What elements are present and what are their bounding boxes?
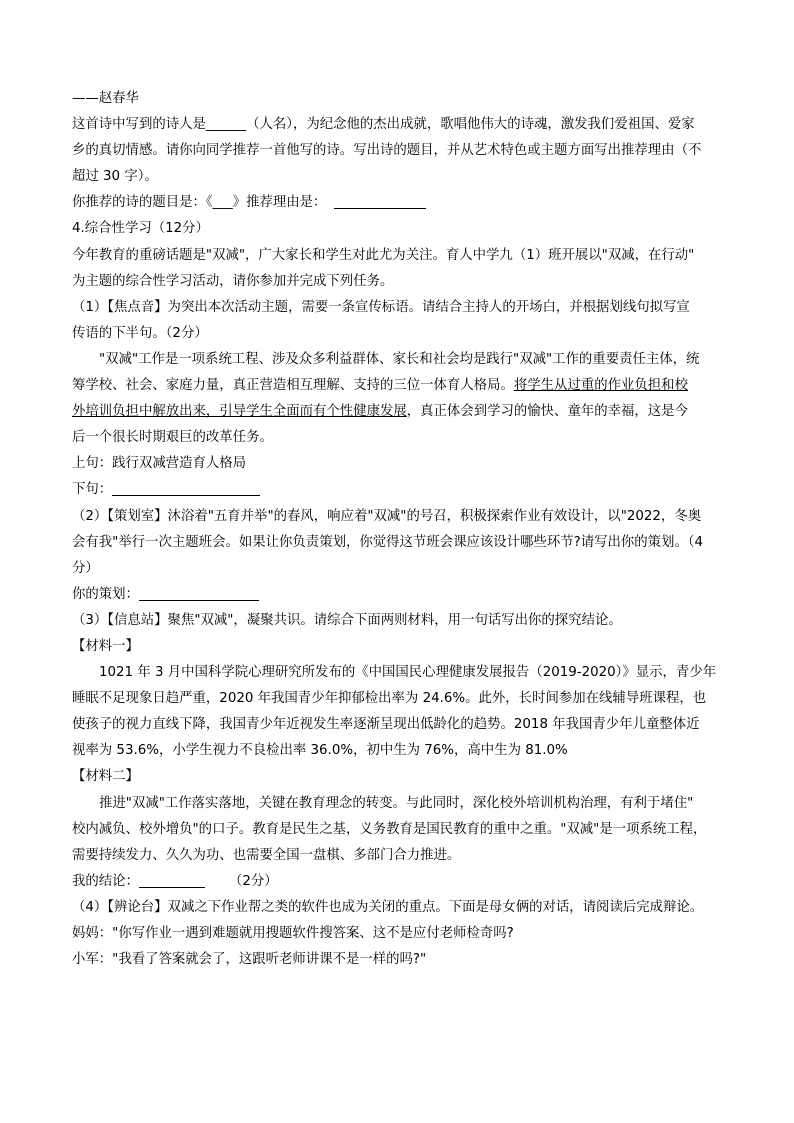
material-1-title: 【材料一】: [72, 638, 139, 654]
q1-passage-text-rest: ，真正体会到学习的愉快、童年的幸福，这是今: [406, 404, 688, 420]
poem-question-line-2: 乡的真切情感。请你向同学推荐一首他写的诗。写出诗的题目，并从艺术特色或主题方面写出推荐理由（不: [72, 143, 702, 159]
q1-passage-line-2: [72, 373, 728, 399]
q2-prompt-line-3: 分）: [72, 560, 99, 576]
poem-question-line-1: 这首诗中写到的诗人是______（人名），为纪念他的杰出成就，歌唱他伟大的诗魂，激发我们爱祖国、爱家: [72, 117, 695, 133]
q4-prompt: （4）【辨论台】双减之下作业帮之类的软件也成为关闭的重点。下面是母女俩的对话，请阅读后完成辩论。: [72, 899, 704, 915]
lower-line-blank[interactable]: [112, 480, 260, 496]
q1-underlined-sentence-a: 将学生从过重的作业负担和校: [513, 378, 688, 394]
section-4-intro-1: 今年教育的重磅话题是"双减"，广大家长和学生对此尤为关注。育人中学九（1）班开展以"双减，在行动": [72, 247, 695, 263]
q1-underlined-sentence-b: 外培训负担中解放出来，引导学生全面而有个性健康发展: [72, 404, 407, 420]
document-page: [72, 86, 728, 973]
q3-conclusion-line: [72, 869, 728, 895]
q1-passage-line-3: [72, 399, 728, 425]
q3-prompt: （3）【信息站】聚焦"双减"，凝聚共识。请综合下面两则材料，用一句话写出你的探究结论。: [72, 612, 622, 628]
q1-upper-line: 上句：践行双减营造育人格局: [72, 456, 247, 472]
material-2-line-2: 校内减负、校外增负"的口子。教育是民生之基，义务教育是国民教育的重中之重。"双减"是一项系统工程，: [72, 821, 707, 837]
material-1-line-4: 视率为 53.6%，小学生视力不良检出率 36.0%，初中生为 76%，高中生为 81.0%: [72, 743, 568, 759]
q1-passage-text: 筹学校、社会、家庭力量，真正营造相互理解、支持的三位一体育人格局。: [72, 378, 514, 394]
q4-dialogue-son: 小军："我看了答案就会了，这跟听老师讲课不是一样的吗?": [72, 952, 427, 968]
material-2-line-1: 推进"双减"工作落实落地，关键在教育理念的转变。与此同时，深化校外培训机构治理，有利于堵住": [99, 795, 694, 811]
q1-passage-line-4: 后一个很长时期艰巨的改革任务。: [72, 430, 273, 446]
material-1-line-1: 1021 年 3 月中国科学院心理研究所发布的《中国国民心理健康发展报告（2019-2020）》显示，青少年: [99, 665, 717, 681]
section-4-heading: 4.综合性学习（12分）: [72, 221, 209, 237]
recommend-answer-line: [72, 190, 728, 216]
conclusion-blank[interactable]: [139, 872, 205, 888]
q1-lower-line: [72, 477, 728, 503]
q2-answer-line: [72, 582, 728, 608]
plan-blank[interactable]: [139, 585, 259, 601]
q1-prompt-line-2: 传语的下半句。（2分）: [72, 325, 208, 341]
material-1-line-2: 睡眠不足现象日趋严重，2020 年我国青少年抑郁检出率为 24.6%。此外，长时间参加在线辅导班课程，也: [72, 691, 707, 707]
reason-blank[interactable]: [334, 193, 426, 209]
q2-answer-label: 你的策划：: [72, 586, 139, 602]
poem-question-line-3: 超过 30 字）。: [72, 169, 158, 185]
section-4-intro-2: 为主题的综合性学习活动，请你参加并完成下列任务。: [72, 273, 394, 289]
q1-prompt-line-1: （1）【焦点音】为突出本次活动主题，需要一条宣传标语。请结合主持人的开场白，并根据划线句拟写宣: [72, 299, 690, 315]
q2-prompt-line-1: （2）【策划室】沐浴着"五育并举"的春风，响应着"双减"的号召，积极探索作业有效设计，以"2022，冬奥: [72, 508, 702, 524]
poem-author: ——赵春华: [72, 91, 139, 106]
material-2-title: 【材料二】: [72, 769, 139, 785]
material-2-line-3: 需要持续发力、久久为功、也需要全国一盘棋、多部门合力推进。: [72, 847, 461, 863]
q3-conclusion-label: 我的结论：: [72, 873, 139, 889]
q2-prompt-line-2: 会有我"举行一次主题班会。如果让你负责策划，你觉得这节班会课应该设计哪些环节?请写出你的策划。（4: [72, 534, 704, 550]
q1-passage-line-1: "双减"工作是一项系统工程、涉及众多利益群体、家长和社会均是践行"双减"工作的重要责任主体，统: [99, 351, 700, 367]
q1-lower-label: 下句：: [72, 482, 113, 498]
q3-points: （2分）: [228, 873, 278, 889]
material-1-line-3: 使孩子的视力直线下降，我国青少年近视发生率逐渐呈现出低龄化的趋势。2018 年我国青少年儿童整体近: [72, 717, 700, 733]
recommend-label: 你推荐的诗的题目是：《___》推荐理由是：: [72, 195, 327, 211]
q4-dialogue-mom: 妈妈："你写作业一遇到难题就用搜题软件搜答案、这不是应付老师检奇吗?: [72, 926, 514, 941]
